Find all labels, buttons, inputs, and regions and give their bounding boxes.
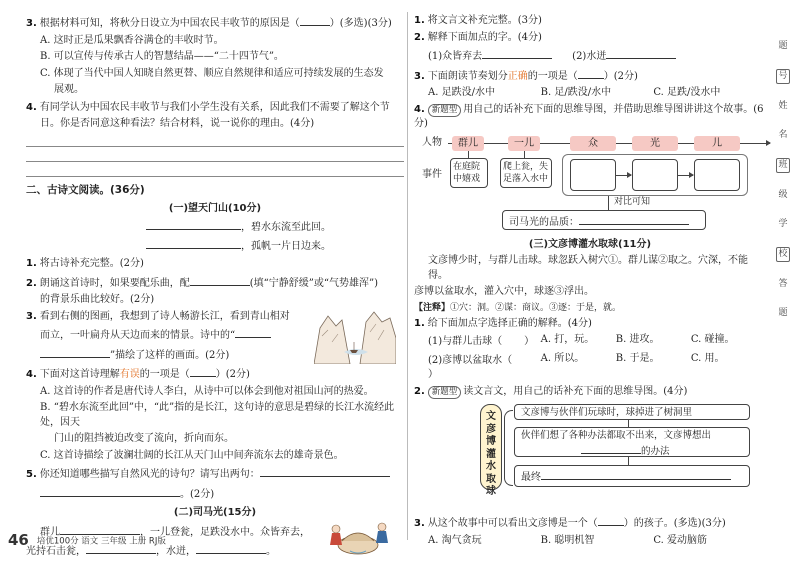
side-char: 题 <box>778 308 788 318</box>
option-a[interactable]: A. 淘气贪玩 <box>428 534 482 546</box>
wen-question-1 <box>414 317 766 332</box>
connector <box>524 151 525 158</box>
event-arrow <box>678 175 693 176</box>
sima-question-3 <box>414 67 766 85</box>
flow-text: 伙伴们想了各种办法都取不出来，文彦博想出 <box>521 430 712 442</box>
question-stem: ）(2分) <box>603 70 638 82</box>
option-b[interactable]: B. 于是。 <box>615 352 660 364</box>
story-text: 光持石击瓮， <box>26 546 86 558</box>
wen-question-1-item-2 <box>414 352 766 383</box>
question-stem: 读文言文，用自己的话补充下面的思维导图。(4分) <box>463 385 688 397</box>
answer-blank[interactable] <box>260 465 390 477</box>
question-stem: 将文言文补充完整。(3分) <box>427 15 542 26</box>
story-text: 群儿 <box>40 526 60 538</box>
mountain-river-illustration <box>314 308 396 364</box>
option-c-cont: 展观。 <box>54 84 84 95</box>
question-number: 3. <box>26 18 37 29</box>
connector <box>468 151 469 158</box>
side-char: 学 <box>778 219 788 229</box>
person-node-5: 儿 <box>694 136 740 151</box>
option-b[interactable]: B. 聪明机智 <box>540 534 595 546</box>
title-char: 彦 <box>486 423 496 435</box>
story-title: (二)司马光(15分) <box>173 507 257 519</box>
flow-box-3[interactable] <box>514 465 750 487</box>
poem-line-1 <box>26 218 404 236</box>
question-stem: 下面对这首诗理解 <box>39 369 120 381</box>
left-column <box>26 14 404 562</box>
question-3 <box>26 14 404 32</box>
wen-text-1: 文彦博少时，与群儿击球。球忽跃入树穴①。群儿谋②取之。穴深，不能得。 <box>428 255 748 281</box>
title-char: 球 <box>486 486 496 498</box>
flow-box-2[interactable] <box>514 427 750 457</box>
question-number: 2. <box>414 385 425 397</box>
event-arrow <box>616 175 631 176</box>
option-b: B. “碧水东流至此回”中，“此”指的是长江，这句诗的意思是碧绿的长江水流经此处，因天 <box>40 402 395 428</box>
mind-map-wen <box>414 402 766 510</box>
sima-question-4 <box>414 103 766 132</box>
option-c[interactable]: C. 足跌/没水中 <box>653 87 721 98</box>
question-stem: 将古诗补充完整。(2分) <box>39 258 144 270</box>
story-text: ，水迸， <box>156 546 196 558</box>
option-a[interactable]: A. 足跌没/水中 <box>428 87 495 98</box>
question-number: 3. <box>26 310 37 322</box>
answer-blank[interactable] <box>598 514 624 526</box>
answer-blank[interactable] <box>541 468 731 480</box>
question-stem: ”描绘了这样的画面。(2分) <box>110 349 230 361</box>
item-text: ） <box>428 369 438 381</box>
person-node-3: 众 <box>570 136 616 151</box>
question-number: 5. <box>26 469 37 481</box>
answer-blank[interactable] <box>196 542 266 554</box>
side-char: 答 <box>778 279 788 289</box>
item-text: (1)众皆弃去 <box>428 51 483 62</box>
event-box-5[interactable] <box>694 159 740 191</box>
answer-blank[interactable] <box>512 352 534 363</box>
event-box-2: 爬上瓮，失足落入水中 <box>500 158 552 188</box>
question-number: 3. <box>414 518 425 530</box>
question-stem: 而立，一叶扁舟从天边而来的情景。诗中的“ <box>40 330 236 342</box>
question-number: 4. <box>26 101 37 113</box>
option-c[interactable]: C. 碰撞。 <box>690 334 735 346</box>
answer-blank[interactable] <box>40 346 110 358</box>
question-stem: 有同学认为中国农民丰收节与我们小学生没有关系，因此我们不需要了解这个节 <box>39 101 390 113</box>
question-stem: 从这个故事中可以看出文彦博是一个（ <box>427 518 598 530</box>
right-column <box>414 14 766 550</box>
sima-question-2-items <box>414 47 766 65</box>
answer-line[interactable] <box>26 149 404 162</box>
question-stem: 的一项是（ <box>139 369 190 381</box>
option-c[interactable]: C. 用。 <box>690 352 725 364</box>
option-b[interactable]: B. 足/跌没/水中 <box>540 87 612 98</box>
option-b: B. 可以宣传与传承古人的智慧结晶——“二十四节气”。 <box>40 51 284 62</box>
question-number: 1. <box>414 15 425 26</box>
side-char: 级 <box>778 190 788 200</box>
quality-label: 司马光的品质： <box>509 216 579 228</box>
question-stem: 看到右侧的图画，我想到了诗人畅游长江，看到青山相对 <box>39 310 290 322</box>
question-stem: ）(2分) <box>215 369 250 381</box>
item-text: (2)水迸 <box>572 51 607 62</box>
poem-question-4 <box>26 365 404 383</box>
title-char: 取 <box>486 473 496 485</box>
poem-question-5-line2 <box>26 485 404 503</box>
question-number: 2. <box>414 31 425 43</box>
story-text: ，一儿登瓮，足跌没水中。众皆弃去， <box>140 526 310 538</box>
question-number: 2. <box>26 277 37 289</box>
side-char: 校 <box>776 247 790 262</box>
section-title: 二、古诗文阅读。(36分) <box>26 183 145 196</box>
title-char: 灌 <box>486 448 496 460</box>
answer-blank[interactable] <box>190 274 250 286</box>
event-box-4[interactable] <box>632 159 678 191</box>
book-info: 培优100分 语文 三年级 上册 RJ版 <box>36 536 166 547</box>
side-char: 班 <box>776 158 790 173</box>
poem-text: ，碧水东流至此回。 <box>241 222 331 234</box>
side-char: 名 <box>778 130 788 140</box>
answer-blank[interactable] <box>146 218 241 230</box>
quality-box[interactable] <box>502 210 706 230</box>
flow-connector <box>628 457 629 465</box>
sima-question-3-options <box>414 86 766 101</box>
answer-blank[interactable] <box>300 14 330 26</box>
row-label-events: 事件 <box>422 168 442 180</box>
wen-notes <box>414 302 766 315</box>
person-node-1: 群儿 <box>452 136 484 151</box>
mind-map-bracket <box>504 410 513 486</box>
question-stem-cont: 的背景乐曲比较好。(2分) <box>40 294 155 306</box>
person-node-4: 光 <box>632 136 678 151</box>
question-stem-cont: 日。你是否同意这种看法？结合材料，说一说你的理由。(4分) <box>40 118 315 129</box>
wen-question-1-item-1 <box>414 333 766 350</box>
question-stem: 朗诵这首诗时，如果要配乐曲，配 <box>39 277 190 289</box>
answer-blank[interactable] <box>190 365 216 377</box>
wen-question-3-options <box>414 534 766 549</box>
person-node-2: 一儿 <box>508 136 540 151</box>
question-number: 1. <box>414 317 425 329</box>
event-box-3[interactable] <box>570 159 616 191</box>
side-char: 姓 <box>778 101 788 111</box>
flow-box-1: 文彦博与伙伴们玩球时，球掉进了树洞里 <box>514 404 750 420</box>
flow-text: 的办法 <box>641 446 670 458</box>
question-stem: 的一项是（ <box>527 70 578 82</box>
side-binding-strip <box>776 40 790 336</box>
answer-blank[interactable] <box>579 213 689 225</box>
question-stem: 下面朗读节奏划分 <box>427 70 508 82</box>
flow-text: 最终 <box>521 472 541 484</box>
side-char: 题 <box>778 41 788 51</box>
option-c[interactable]: C. 爱动脑筋 <box>653 534 707 546</box>
answer-blank[interactable] <box>146 237 241 249</box>
poem-title: (一)望天门山(10分) <box>168 202 262 214</box>
page-number: 46 <box>8 531 29 549</box>
answer-blank[interactable] <box>578 67 604 79</box>
question-number: 4. <box>26 369 37 381</box>
emphasis-text: 有误 <box>119 369 140 381</box>
new-type-tag: 新题型 <box>428 386 462 399</box>
poem-line-2 <box>26 237 404 255</box>
column-divider <box>407 12 408 540</box>
mind-map-title-box <box>480 404 502 498</box>
note-text: ①穴：洞。②谋：商议。③逐：于是，就。 <box>450 302 622 313</box>
poem-question-5 <box>26 465 404 483</box>
poem-question-3-wrap <box>26 310 404 364</box>
flow-connector <box>628 420 629 427</box>
option-a: A. 这时正是瓜果飘香谷满仓的丰收时节。 <box>40 34 224 46</box>
option-a: A. 这首诗的作者是唐代诗人李白，从诗中可以体会到他对祖国山河的热爱。 <box>40 385 374 397</box>
wen-question-3 <box>414 514 766 532</box>
item-text: ） <box>524 336 535 348</box>
item-text: (2)彦博以盆取水（ <box>428 354 513 366</box>
question-stem: 。(2分) <box>180 488 215 500</box>
wen-text-2: 彦博以盆取水，灌入穴中，球逐③浮出。 <box>414 286 594 297</box>
answer-blank[interactable] <box>482 47 552 59</box>
mind-map-sima <box>414 134 766 234</box>
answer-line[interactable] <box>26 164 404 177</box>
story-text: 。 <box>266 546 276 558</box>
question-tail: ）(多选)(3分) <box>329 18 392 29</box>
question-4 <box>26 101 404 116</box>
question-stem: 解释下面加点的字。(4分) <box>427 31 542 43</box>
option-b-cont: 门山的阻挡被迫改变了流向，折向而东。 <box>54 433 234 445</box>
answer-blank[interactable] <box>502 333 524 344</box>
side-char: 号 <box>776 69 790 84</box>
story-title: (三)文彦博灌水取球(11分) <box>528 238 652 250</box>
compare-label: 对比可知 <box>614 196 651 207</box>
question-stem: ）的孩子。(多选)(3分) <box>623 518 726 530</box>
connector <box>608 196 609 210</box>
emphasis-text: 正确 <box>507 70 528 82</box>
sima-question-1 <box>414 14 766 29</box>
answer-line[interactable] <box>26 134 404 147</box>
page-footer <box>8 530 166 552</box>
answer-blank[interactable] <box>581 442 641 454</box>
event-box-1: 在庭院中嬉戏 <box>450 158 488 188</box>
option-c: C. 这首诗描绘了波澜壮阔的长江从天门山中间奔流东去的雄奇景色。 <box>40 449 344 461</box>
option-a[interactable]: A. 打，玩。 <box>540 334 595 346</box>
question-number: 4. <box>414 103 425 115</box>
option-c: C. 体现了当代中国人知晓自然更替、顺应自然规律和适应可持续发展的生态发 <box>40 67 384 79</box>
question-stem: 给下面加点字选择正确的解释。(4分) <box>427 317 592 329</box>
row-label-people: 人物 <box>422 136 442 148</box>
question-number: 3. <box>414 70 425 82</box>
poem-question-2 <box>26 274 404 292</box>
title-char: 文 <box>486 411 496 423</box>
item-text: (1)与群儿击球（ <box>428 336 503 348</box>
title-char: 水 <box>486 461 496 473</box>
poem-text: ，孤帆一片日边来。 <box>241 240 331 252</box>
answer-blank[interactable] <box>235 326 271 338</box>
poem-question-1 <box>26 257 404 272</box>
question-stem: 用自己的话补充下面的思维导图，并借助思维导图讲讲这个故事。(6分) <box>414 103 764 129</box>
question-stem: (填“宁静舒缓”或“气势雄浑”) <box>249 277 379 289</box>
wen-question-2 <box>414 385 766 400</box>
option-a[interactable]: A. 所以。 <box>540 352 585 364</box>
note-label: 【注释】 <box>414 302 451 313</box>
answer-blank[interactable] <box>606 47 676 59</box>
title-char: 博 <box>486 436 496 448</box>
option-b[interactable]: B. 进攻。 <box>615 334 660 346</box>
answer-blank[interactable] <box>40 485 180 497</box>
question-stem: 根据材料可知，将秋分日设立为中国农民丰收节的原因是（ <box>39 18 300 29</box>
sima-guang-illustration <box>322 511 396 555</box>
question-number: 1. <box>26 258 37 270</box>
question-stem: 你还知道哪些描写自然风光的诗句？请写出两句： <box>39 469 260 481</box>
new-type-tag: 新题型 <box>428 104 462 117</box>
sima-question-2 <box>414 31 766 46</box>
